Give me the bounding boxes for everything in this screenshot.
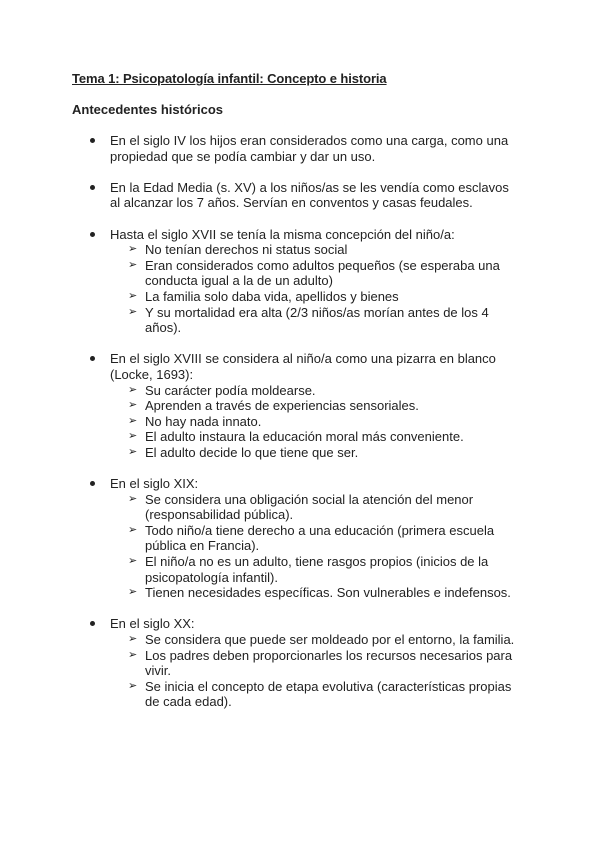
sub-list-item-text: Se inicia el concepto de etapa evolutiva (características propias de cada edad). xyxy=(145,678,512,710)
list-item-text: En el siglo XIX: xyxy=(110,476,199,492)
sub-list-item-text: El adulto decide lo que tiene que ser. xyxy=(145,444,359,460)
sub-list xyxy=(110,242,542,336)
list-item xyxy=(72,180,542,211)
sub-list-item-text: Su carácter podía moldearse. xyxy=(145,382,316,398)
sub-list-item xyxy=(110,585,525,601)
sub-list xyxy=(110,383,542,461)
sub-list-item xyxy=(110,414,525,430)
sub-list-item-text: El niño/a no es un adulto, tiene rasgos propios (inicios de la psicopatología infantil). xyxy=(145,554,489,585)
sub-list-item xyxy=(110,258,525,289)
arrow-bullet-icon: ➢ xyxy=(128,383,138,396)
sub-list-item-text: Todo niño/a tiene derecho a una educación (primera escuela pública en Francia). xyxy=(145,522,495,554)
sub-list-item xyxy=(110,445,525,461)
list-item-text: En el siglo XX: xyxy=(110,616,195,632)
sub-list-item-text: No hay nada innato. xyxy=(145,413,262,429)
sub-list-item xyxy=(110,429,525,445)
list-item-text: En la Edad Media (s. XV) a los niños/as se les vendía como esclavos al alcanzar los 7 años. Servían en conventos y casas feudales. xyxy=(110,179,509,211)
list-item xyxy=(72,616,542,710)
sub-list-item-text: Tienen necesidades específicas. Son vulnerables e indefensos. xyxy=(145,585,511,601)
list-item xyxy=(72,227,542,336)
arrow-bullet-icon: ➢ xyxy=(128,243,138,256)
list-item xyxy=(72,133,542,164)
sub-list-item-text: Los padres deben proporcionarles los recursos necesarios para vivir. xyxy=(145,647,513,679)
document-title: Tema 1: Psicopatología infantil: Concepto e historia xyxy=(72,71,387,86)
sub-list-item-text: Y su mortalidad era alta (2/3 niños/as morían antes de los 4 años). xyxy=(145,304,489,336)
sub-list-item-text: Se considera que puede ser moldeado por el entorno, la familia. xyxy=(145,632,515,647)
arrow-bullet-icon: ➢ xyxy=(128,648,138,661)
sub-list-item-text: La familia solo daba vida, apellidos y bienes xyxy=(145,288,399,304)
sub-list-item xyxy=(110,679,525,710)
sub-list-item xyxy=(110,523,525,554)
history-list xyxy=(72,133,542,726)
bullet-icon xyxy=(90,356,95,361)
arrow-bullet-icon: ➢ xyxy=(128,305,138,318)
sub-list-item-text: Eran considerados como adultos pequeños (se esperaba una conducta igual a la de un adulto) xyxy=(145,257,500,289)
arrow-bullet-icon: ➢ xyxy=(128,399,138,412)
sub-list-item xyxy=(110,383,525,399)
section-heading: Antecedentes históricos xyxy=(72,102,223,117)
sub-list-item xyxy=(110,242,525,258)
sub-list-item xyxy=(110,632,525,648)
arrow-bullet-icon: ➢ xyxy=(128,586,138,599)
arrow-bullet-icon: ➢ xyxy=(128,414,138,427)
sub-list-item xyxy=(110,554,525,585)
sub-list-item xyxy=(110,305,525,336)
arrow-bullet-icon: ➢ xyxy=(128,633,138,645)
bullet-icon xyxy=(90,138,95,143)
list-item xyxy=(72,351,542,460)
list-item-text: Hasta el siglo XVII se tenía la misma concepción del niño/a: xyxy=(110,226,455,242)
bullet-icon xyxy=(90,185,95,190)
sub-list-item xyxy=(110,398,525,414)
bullet-icon xyxy=(90,481,95,486)
arrow-bullet-icon: ➢ xyxy=(128,492,138,505)
list-item xyxy=(72,476,542,601)
sub-list-item-text: No tenían derechos ni status social xyxy=(145,242,348,258)
arrow-bullet-icon: ➢ xyxy=(128,679,138,692)
list-item-text: En el siglo IV los hijos eran considerados como una carga, como una propiedad que se podía cambiar y dar un uso. xyxy=(110,133,509,164)
sub-list-item-text: Se considera una obligación social la atención del menor (responsabilidad pública). xyxy=(145,491,474,523)
arrow-bullet-icon: ➢ xyxy=(128,445,138,458)
sub-list-item-text: Aprenden a través de experiencias sensoriales. xyxy=(145,398,419,414)
arrow-bullet-icon: ➢ xyxy=(128,258,138,271)
sub-list xyxy=(110,492,542,601)
arrow-bullet-icon: ➢ xyxy=(128,555,138,568)
list-item-text: En el siglo XVIII se considera al niño/a como una pizarra en blanco (Locke, 1693): xyxy=(110,351,496,382)
sub-list-item xyxy=(110,492,525,523)
arrow-bullet-icon: ➢ xyxy=(128,523,138,536)
sub-list-item xyxy=(110,648,525,679)
arrow-bullet-icon: ➢ xyxy=(128,289,138,302)
arrow-bullet-icon: ➢ xyxy=(128,430,138,443)
sub-list-item xyxy=(110,289,525,305)
bullet-icon xyxy=(90,232,95,237)
bullet-icon xyxy=(90,621,95,626)
sub-list-item-text: El adulto instaura la educación moral más conveniente. xyxy=(145,429,464,445)
sub-list xyxy=(110,632,542,710)
